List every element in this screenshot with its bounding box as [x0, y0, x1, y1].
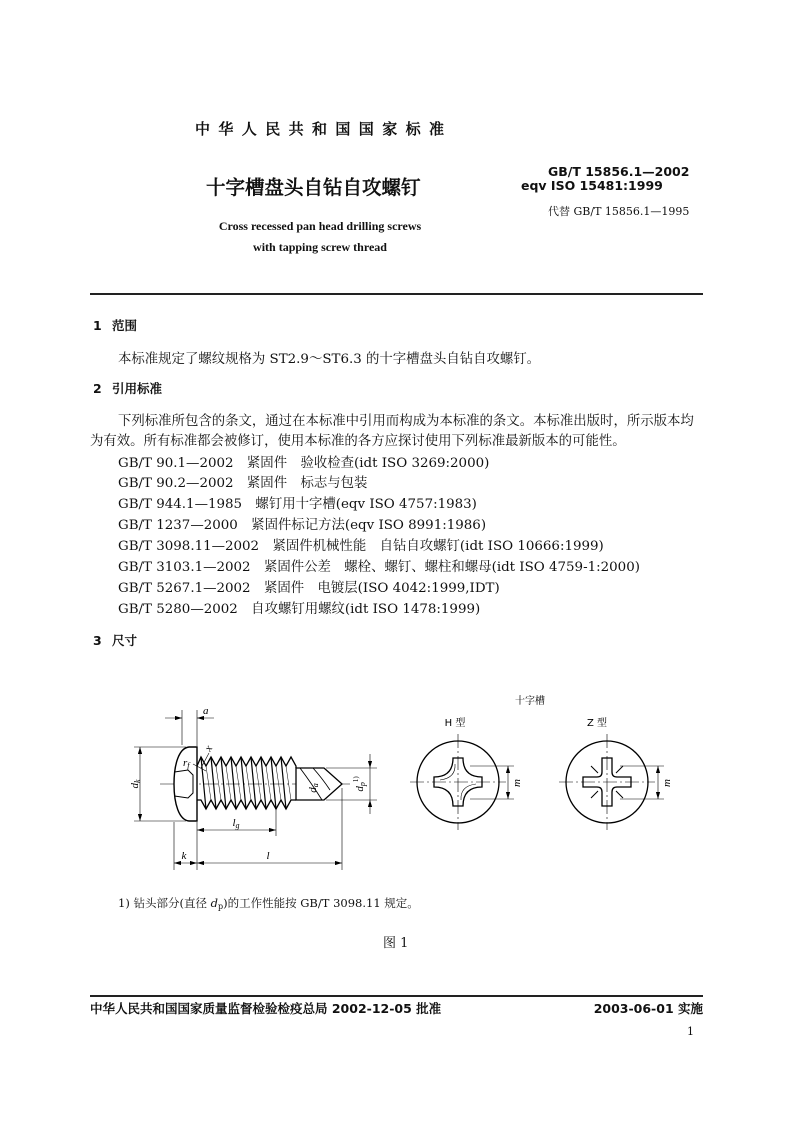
section-2-heading: 引用标准 — [112, 381, 163, 396]
approval-statement: 中华人民共和国国家质量监督检验检疫总局 2002-12-05 批准 — [90, 1001, 442, 1016]
reference-item: GB/T 944.1—1985 螺钉用十字槽(eqv ISO 4757:1983) — [118, 497, 477, 512]
x-label: x — [202, 743, 216, 754]
section-2-paragraph-line: 为有效。所有标准都会被修订，使用本标准的各方应探讨使用下列标准最新版本的可能性。 — [90, 434, 626, 449]
thread-crest-lines — [201, 757, 286, 809]
a-extension-lines — [182, 710, 197, 746]
document-title-en-line2: with tapping screw thread — [253, 240, 387, 254]
standard-replaces: 代替 GB/T 15856.1—1995 — [548, 205, 690, 218]
figure-footnote — [118, 898, 419, 911]
footnote-subscript: p — [217, 902, 224, 911]
section-2-number: 2 — [93, 381, 102, 396]
figure-caption: 图 1 — [383, 936, 409, 951]
reference-item: GB/T 5267.1—2002 紧固件 电镀层(ISO 4042:1999,IDT) — [118, 581, 500, 596]
figure-1-drawing — [0, 680, 794, 900]
national-standard-heading: 中华人民共和国国家标准 — [195, 120, 453, 138]
rf-label: rf — [183, 757, 190, 770]
reference-item: GB/T 90.1—2002 紧固件 验收检查(idt ISO 3269:2000) — [118, 456, 490, 471]
footer-divider — [90, 995, 703, 997]
lg-label: lg — [232, 817, 240, 830]
reference-item: GB/T 3098.11—2002 紧固件机械性能 自钻自攻螺钉(idt ISO 10666:1999) — [118, 539, 604, 554]
section-1-heading: 范围 — [112, 318, 138, 333]
h-m-label: m — [511, 779, 523, 787]
z-m-extension-lines — [620, 766, 664, 799]
document-title-zh: 十字槽盘头自钻自攻螺钉 — [206, 176, 421, 199]
h-view-center-lines — [410, 734, 506, 830]
reference-item: GB/T 1237—2000 紧固件标记方法(eqv ISO 8991:1986) — [118, 518, 487, 533]
a-label: a — [203, 705, 209, 717]
l-label: l — [266, 850, 270, 862]
x-leader-line — [201, 753, 209, 768]
footnote-prefix: 1) 钻头部分(直径 — [118, 896, 211, 910]
dp-label: $dp^{1)}$ — [352, 776, 367, 792]
z-m-label: m — [661, 779, 673, 787]
page-number: 1 — [687, 1025, 694, 1038]
footnote-variable: d — [210, 896, 218, 910]
k-label: k — [181, 850, 187, 862]
thread-root-lines — [206, 766, 291, 800]
reference-item: GB/T 90.2—2002 紧固件 标志与包装 — [118, 476, 368, 491]
thread-bottom-profile — [197, 800, 296, 809]
standard-equivalent: eqv ISO 15481:1999 — [521, 178, 663, 193]
implementation-date: 2003-06-01 实施 — [593, 1001, 703, 1016]
section-3-heading: 尺寸 — [112, 633, 138, 648]
da-label: da — [307, 783, 320, 793]
z-view-center-lines — [559, 734, 655, 830]
document-title-en-line1: Cross recessed pan head drilling screws — [218, 219, 422, 233]
reference-item: GB/T 3103.1—2002 紧固件公差 螺栓、螺钉、螺柱和螺母(idt ISO 4759-1:2000) — [118, 560, 640, 575]
section-2-paragraph-line: 下列标准所包含的条文，通过在本标准中引用而构成为本标准的条文。本标准出版时，所示版本均 — [118, 414, 694, 429]
section-1-number: 1 — [93, 318, 102, 333]
header-divider — [90, 293, 703, 295]
standard-code: GB/T 15856.1—2002 — [548, 164, 690, 179]
z-type-label: Z 型 — [586, 718, 608, 729]
recess-title-label: 十字槽 — [515, 696, 545, 707]
section-3-number: 3 — [93, 633, 102, 648]
h-m-extension-lines — [470, 766, 514, 799]
reference-item: GB/T 5280—2002 自攻螺钉用螺纹(idt ISO 1478:1999) — [118, 602, 481, 617]
dk-label: dk — [129, 779, 142, 789]
footnote-suffix: )的工作性能按 GB/T 3098.11 规定。 — [223, 896, 419, 910]
h-type-label: H 型 — [444, 718, 466, 729]
section-1-text: 本标准规定了螺纹规格为 ST2.9～ST6.3 的十字槽盘头自钻自攻螺钉。 — [118, 352, 541, 367]
